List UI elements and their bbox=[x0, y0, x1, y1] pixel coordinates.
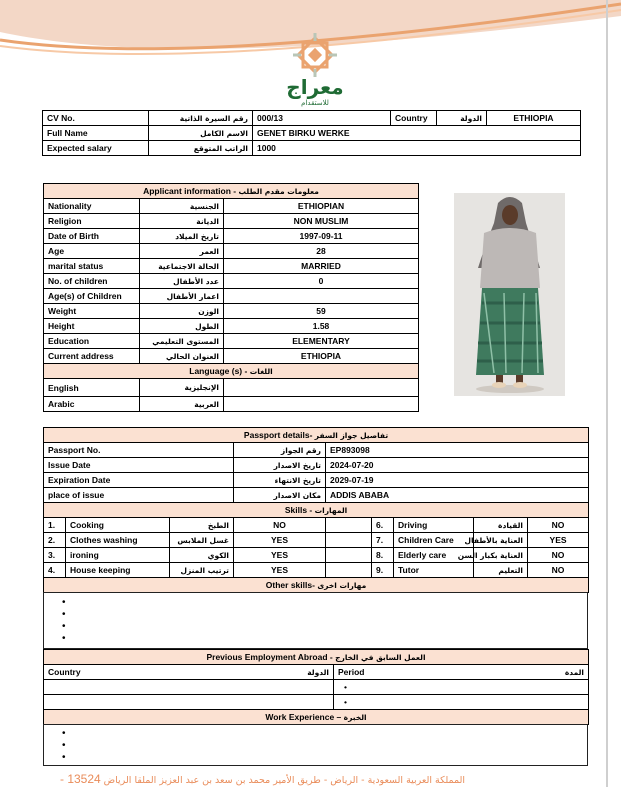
brand-tagline: للاستقدام bbox=[301, 99, 329, 107]
religion-label: Religion bbox=[44, 214, 140, 229]
employment-period-cell: • bbox=[334, 680, 589, 695]
skill-name-ar: العناية بالأطفال bbox=[474, 533, 528, 548]
skill-name: Cooking bbox=[66, 518, 170, 533]
employment-title: Previous Employment Abroad - bbox=[206, 652, 333, 662]
employment-title-ar: العمل السابق في الخارج bbox=[335, 653, 426, 662]
employment-table bbox=[43, 649, 589, 725]
skill-name: Driving bbox=[394, 518, 474, 533]
work-experience-list bbox=[43, 724, 588, 766]
footer-code: - 13524 bbox=[60, 772, 101, 786]
list-item bbox=[44, 597, 587, 609]
passport-header bbox=[44, 428, 589, 443]
skill-value: NO bbox=[528, 563, 589, 578]
skill-number: 3. bbox=[44, 548, 66, 563]
employment-country-cell bbox=[44, 695, 334, 710]
cv-no-label-ar: رقم السيرة الذاتية bbox=[149, 111, 253, 126]
marital-status-label-ar: الحالة الاجتماعية bbox=[140, 259, 224, 274]
skill-spacer bbox=[326, 548, 372, 563]
list-item bbox=[44, 633, 587, 645]
passport-no-value: EP893098 bbox=[326, 443, 589, 458]
footer-address-text: المملكة العربية السعودية - الرياض - طريق الأمير محمد بن سعد بن عبد العزيز الملقا الرياض bbox=[103, 775, 466, 786]
skill-number: 9. bbox=[372, 563, 394, 578]
skill-value: NO bbox=[234, 518, 326, 533]
dob-label-ar: تاريخ الميلاد bbox=[140, 229, 224, 244]
arabic-value bbox=[224, 397, 419, 412]
employment-country-label-ar: الدولة bbox=[252, 665, 334, 680]
other-skills-list bbox=[43, 592, 588, 649]
children-count-label-ar: عدد الأطفال bbox=[140, 274, 224, 289]
skill-name-ar: غسل الملابس bbox=[170, 533, 234, 548]
page-edge bbox=[606, 0, 608, 787]
skill-number: 7. bbox=[372, 533, 394, 548]
place-of-issue-label: place of issue bbox=[44, 488, 234, 503]
employment-country-cell bbox=[44, 680, 334, 695]
other-skills-header bbox=[44, 578, 589, 593]
children-count-label: No. of children bbox=[44, 274, 140, 289]
other-skills-title-ar: مهارات اخرى bbox=[317, 581, 367, 590]
cv-no-value: 000/13 bbox=[253, 111, 391, 126]
person-photo-icon bbox=[454, 193, 565, 396]
applicant-info-table bbox=[43, 183, 419, 412]
arabic-label-ar: العربية bbox=[140, 397, 224, 412]
skill-number: 4. bbox=[44, 563, 66, 578]
list-item bbox=[44, 752, 587, 764]
employment-period-label-ar: المدة bbox=[514, 665, 589, 680]
skill-name-ar: التعليم bbox=[474, 563, 528, 578]
cv-header-table bbox=[42, 110, 581, 156]
issue-date-label: Issue Date bbox=[44, 458, 234, 473]
expiration-date-label: Expiration Date bbox=[44, 473, 234, 488]
height-label-ar: الطول bbox=[140, 319, 224, 334]
children-ages-value bbox=[224, 289, 419, 304]
skill-name: Elderly care bbox=[394, 548, 474, 563]
salary-label-ar: الراتب المتوقع bbox=[149, 141, 253, 156]
weight-value: 59 bbox=[224, 304, 419, 319]
arabic-label: Arabic bbox=[44, 397, 140, 412]
passport-title: Passport details- bbox=[243, 430, 313, 440]
skills-header bbox=[44, 503, 589, 518]
skill-value: YES bbox=[528, 533, 589, 548]
skills-title: Skills - bbox=[284, 505, 313, 515]
height-label: Height bbox=[44, 319, 140, 334]
skill-name-ar: القيادة bbox=[474, 518, 528, 533]
marital-status-label: marital status bbox=[44, 259, 140, 274]
list-item bbox=[44, 621, 587, 633]
english-label: English bbox=[44, 379, 140, 397]
religion-label-ar: الديانة bbox=[140, 214, 224, 229]
place-of-issue-value: ADDIS ABABA bbox=[326, 488, 589, 503]
skill-name-ar: الكوي bbox=[170, 548, 234, 563]
other-skills-title: Other skills- bbox=[265, 580, 315, 590]
work-experience-header bbox=[44, 710, 589, 725]
salary-value: 1000 bbox=[253, 141, 581, 156]
skill-name: House keeping bbox=[66, 563, 170, 578]
full-name-label-ar: الاسم الكامل bbox=[149, 126, 253, 141]
passport-skills-table bbox=[43, 427, 589, 593]
country-label-ar: الدولة bbox=[437, 111, 487, 126]
address-label: Current address bbox=[44, 349, 140, 364]
age-label: Age bbox=[44, 244, 140, 259]
skill-name-ar: ترتيب المنزل bbox=[170, 563, 234, 578]
nationality-label: Nationality bbox=[44, 199, 140, 214]
skill-value: YES bbox=[234, 548, 326, 563]
skill-value: YES bbox=[234, 533, 326, 548]
list-item bbox=[44, 728, 587, 740]
applicant-info-header bbox=[44, 184, 419, 199]
address-value: ETHIOPIA bbox=[224, 349, 419, 364]
issue-date-label-ar: تاريخ الاصدار bbox=[234, 458, 326, 473]
skill-number: 6. bbox=[372, 518, 394, 533]
work-experience-title-ar: الخبرة bbox=[343, 713, 367, 722]
children-count-value: 0 bbox=[224, 274, 419, 289]
skill-number: 2. bbox=[44, 533, 66, 548]
employment-header bbox=[44, 650, 589, 665]
cv-no-label: CV No. bbox=[43, 111, 149, 126]
address-label-ar: العنوان الحالي bbox=[140, 349, 224, 364]
issue-date-value: 2024-07-20 bbox=[326, 458, 589, 473]
language-header bbox=[44, 364, 419, 379]
skill-value: YES bbox=[234, 563, 326, 578]
skill-spacer bbox=[326, 533, 372, 548]
language-title-ar: اللغات bbox=[249, 367, 273, 376]
applicant-info-title: Applicant information - bbox=[143, 186, 237, 196]
country-label: Country bbox=[391, 111, 437, 126]
brand-logo bbox=[275, 35, 355, 107]
children-ages-label-ar: اعمار الأطفال bbox=[140, 289, 224, 304]
dob-label: Date of Birth bbox=[44, 229, 140, 244]
employment-period-cell: • bbox=[334, 695, 589, 710]
place-of-issue-label-ar: مكان الاصدار bbox=[234, 488, 326, 503]
applicant-info-title-ar: معلومات مقدم الطلب bbox=[238, 187, 319, 196]
passport-no-label-ar: رقم الجواز bbox=[234, 443, 326, 458]
education-value: ELEMENTARY bbox=[224, 334, 419, 349]
skill-number: 8. bbox=[372, 548, 394, 563]
expiration-date-label-ar: تاريخ الانتهاء bbox=[234, 473, 326, 488]
skill-value: NO bbox=[528, 518, 589, 533]
education-label-ar: المستوى التعليمي bbox=[140, 334, 224, 349]
dob-value: 1997-09-11 bbox=[224, 229, 419, 244]
applicant-photo bbox=[454, 193, 565, 396]
nationality-value: ETHIOPIAN bbox=[224, 199, 419, 214]
skill-name: Clothes washing bbox=[66, 533, 170, 548]
height-value: 1.58 bbox=[224, 319, 419, 334]
skill-name: Children Care bbox=[394, 533, 474, 548]
employment-period-label: Period bbox=[334, 665, 514, 680]
expiration-date-value: 2029-07-19 bbox=[326, 473, 589, 488]
passport-no-label: Passport No. bbox=[44, 443, 234, 458]
skill-value: NO bbox=[528, 548, 589, 563]
skill-number: 1. bbox=[44, 518, 66, 533]
english-label-ar: الإنجليزية bbox=[140, 379, 224, 397]
weight-label: Weight bbox=[44, 304, 140, 319]
brand-name: معراج bbox=[286, 75, 344, 99]
nationality-label-ar: الجنسية bbox=[140, 199, 224, 214]
religion-value: NON MUSLIM bbox=[224, 214, 419, 229]
english-value bbox=[224, 379, 419, 397]
work-experience-title: Work Experience – bbox=[265, 712, 342, 722]
education-label: Education bbox=[44, 334, 140, 349]
skill-name-ar: العناية بكبار السن bbox=[474, 548, 528, 563]
list-item bbox=[44, 740, 587, 752]
employment-country-label: Country bbox=[44, 665, 252, 680]
country-value: ETHIOPIA bbox=[487, 111, 581, 126]
full-name-label: Full Name bbox=[43, 126, 149, 141]
list-item bbox=[44, 609, 587, 621]
language-title: Language (s) - bbox=[189, 366, 248, 376]
skill-name: ironing bbox=[66, 548, 170, 563]
skill-name: Tutor bbox=[394, 563, 474, 578]
passport-title-ar: تفاصيل جواز السفر bbox=[314, 431, 389, 440]
weight-label-ar: الوزن bbox=[140, 304, 224, 319]
marital-status-value: MARRIED bbox=[224, 259, 419, 274]
age-value: 28 bbox=[224, 244, 419, 259]
skill-name-ar: الطبخ bbox=[170, 518, 234, 533]
skills-title-ar: المهارات bbox=[314, 506, 348, 515]
logo-mark-icon bbox=[275, 35, 355, 77]
skill-spacer bbox=[326, 563, 372, 578]
skill-spacer bbox=[326, 518, 372, 533]
footer-address bbox=[60, 772, 580, 786]
children-ages-label: Age(s) of Children bbox=[44, 289, 140, 304]
age-label-ar: العمر bbox=[140, 244, 224, 259]
full-name-value: GENET BIRKU WERKE bbox=[253, 126, 581, 141]
salary-label: Expected salary bbox=[43, 141, 149, 156]
